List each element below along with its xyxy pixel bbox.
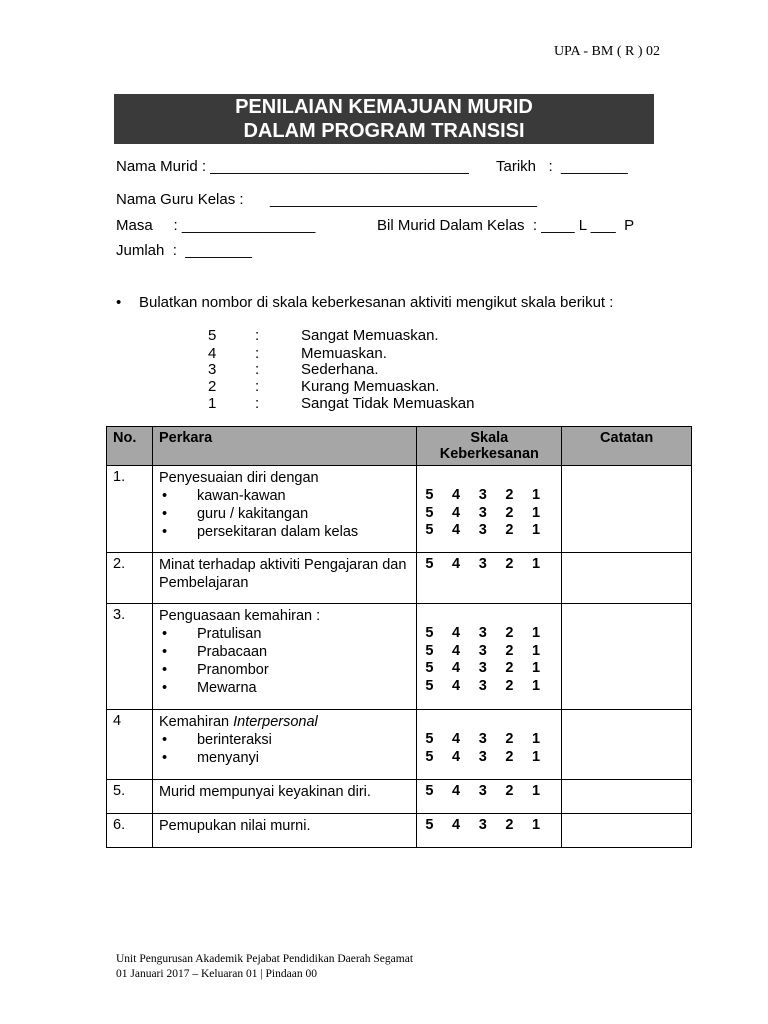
row-skala (417, 466, 562, 553)
table-header-row (107, 427, 692, 466)
footer-line-2: 01 Januari 2017 – Keluaran 01 | Pindaan 00 (116, 968, 317, 980)
row-perkara (152, 466, 416, 553)
scale-number: 4 (208, 345, 217, 362)
sub-item-list (159, 625, 410, 697)
nama-guru-field[interactable]: ________________________________ (270, 191, 537, 208)
row-skala (417, 604, 562, 710)
scale-options[interactable]: 5 4 3 2 1 (425, 748, 541, 765)
item-title: Minat terhadap aktiviti Pengajaran dan Pembelajaran (158, 557, 407, 591)
row-perkara (152, 814, 416, 848)
header-skala (417, 427, 562, 466)
row-number: 4 (107, 710, 153, 780)
title-line-1: PENILAIAN KEMAJUAN MURID (235, 96, 533, 118)
row-catatan[interactable] (562, 780, 692, 814)
table-row (107, 814, 692, 848)
scale-description: Sangat Tidak Memuaskan (301, 395, 475, 412)
sub-item: • kawan-kawan (159, 487, 410, 505)
row-skala (417, 553, 562, 604)
item-title: Murid mempunyai keyakinan diri. (158, 784, 371, 800)
table-row (107, 710, 692, 780)
row-skala (417, 780, 562, 814)
row-number: 5. (107, 780, 153, 814)
table-row (107, 466, 692, 553)
item-title: Pemupukan nilai murni. (158, 818, 311, 834)
row-number: 1. (107, 466, 153, 553)
sub-item: • berinteraksi (159, 731, 410, 749)
sub-item: • Pranombor (159, 661, 410, 679)
row-perkara (152, 604, 416, 710)
jumlah-field[interactable]: Jumlah : ________ (116, 242, 252, 259)
document-code: UPA - BM ( R ) 02 (553, 44, 660, 59)
scale-options[interactable]: 5 4 3 2 1 (425, 660, 541, 676)
row-catatan[interactable] (562, 814, 692, 848)
row-catatan[interactable] (562, 466, 692, 553)
scale-number: 5 (208, 327, 217, 344)
scale-options[interactable]: 5 4 3 2 1 (425, 556, 541, 572)
title-line-2: DALAM PROGRAM TRANSISI (243, 120, 525, 142)
table-row (107, 780, 692, 814)
scale-options[interactable]: 5 4 3 2 1 (425, 487, 541, 503)
title-banner (114, 94, 654, 144)
scale-options[interactable]: 5 4 3 2 1 (425, 731, 541, 747)
item-title-text: Kemahiran (158, 714, 234, 730)
scale-options[interactable]: 5 4 3 2 1 (425, 504, 541, 521)
tarikh-field[interactable]: Tarikh : ________ (496, 158, 628, 175)
scale-options[interactable]: 5 4 3 2 1 (425, 677, 541, 694)
table-row (107, 553, 692, 604)
scale-description: Sederhana. (301, 361, 379, 378)
item-title: Penyesuaian diri dengan (158, 470, 319, 486)
bullet-icon: • (116, 294, 122, 311)
scale-number: 3 (208, 361, 217, 378)
sub-item: • Pratulisan (159, 625, 410, 643)
row-catatan[interactable] (562, 553, 692, 604)
scale-options[interactable]: 5 4 3 2 1 (425, 783, 541, 799)
scale-description: Sangat Memuaskan. (301, 327, 439, 344)
scale-spacer (425, 607, 555, 625)
header-no: No. (107, 427, 153, 466)
footer-line-1: Unit Pengurusan Akademik Pejabat Pendidikan Daerah Segamat (116, 953, 414, 965)
sub-item: • menyanyi (159, 749, 410, 767)
scale-separator: : (255, 345, 260, 362)
instruction (116, 294, 614, 311)
header-skala-line2: Keberkesanan (439, 446, 539, 462)
scale-spacer (425, 713, 555, 731)
scale-description: Memuaskan. (301, 345, 387, 362)
row-skala (417, 814, 562, 848)
scale-separator: : (255, 378, 260, 395)
scale-number: 2 (208, 378, 217, 395)
row-perkara (152, 780, 416, 814)
header-skala-line1: Skala (470, 430, 509, 446)
assessment-table (106, 426, 692, 848)
scale-description: Kurang Memuaskan. (301, 378, 440, 395)
sub-item-list (159, 487, 410, 541)
instruction-text: Bulatkan nombor di skala keberkesanan aktiviti mengikut skala berikut : (139, 294, 614, 311)
item-title-emphasis: Interpersonal (233, 714, 318, 730)
nama-guru-label: Nama Guru Kelas : (116, 191, 244, 208)
scale-number: 1 (208, 395, 217, 412)
scale-separator: : (255, 395, 260, 412)
sub-item: • persekitaran dalam kelas (159, 523, 410, 541)
sub-item: • Prabacaan (159, 643, 410, 661)
scale-options[interactable]: 5 4 3 2 1 (425, 625, 541, 641)
bil-murid-field[interactable]: Bil Murid Dalam Kelas : ____ L ___ P (377, 217, 635, 234)
sub-item: • Mewarna (159, 679, 410, 697)
row-catatan[interactable] (562, 710, 692, 780)
row-catatan[interactable] (562, 604, 692, 710)
row-number: 6. (107, 814, 153, 848)
row-number: 2. (107, 553, 153, 604)
sub-item-list (159, 731, 410, 767)
row-skala (417, 710, 562, 780)
sub-item: • guru / kakitangan (159, 505, 410, 523)
header-perkara: Perkara (152, 427, 416, 466)
scale-separator: : (255, 327, 260, 344)
row-perkara (152, 553, 416, 604)
scale-spacer (425, 469, 555, 487)
item-title: Penguasaan kemahiran : (158, 608, 321, 624)
scale-options[interactable]: 5 4 3 2 1 (425, 522, 541, 538)
footer (116, 952, 413, 982)
scale-separator: : (255, 361, 260, 378)
nama-murid-field[interactable]: Nama Murid : _______________________________ (116, 158, 469, 175)
scale-options[interactable]: 5 4 3 2 1 (425, 642, 541, 659)
header-catatan: Catatan (562, 427, 692, 466)
masa-field[interactable]: Masa : ________________ (116, 217, 316, 234)
scale-options[interactable]: 5 4 3 2 1 (425, 817, 541, 833)
item-title (159, 713, 410, 731)
row-perkara (152, 710, 416, 780)
table-row (107, 604, 692, 710)
row-number: 3. (107, 604, 153, 710)
